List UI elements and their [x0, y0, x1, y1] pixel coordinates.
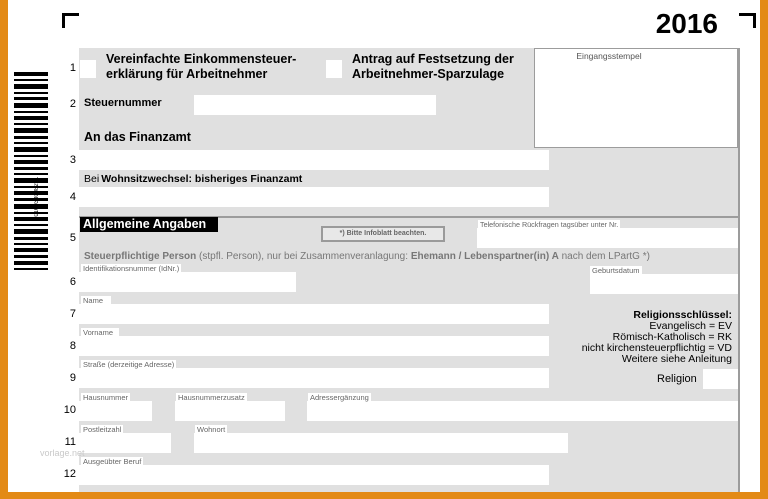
row-number-10: 10 [63, 404, 76, 416]
name-field[interactable] [79, 304, 549, 324]
occupation-label: Ausgeübter Beruf [83, 457, 142, 466]
street-field[interactable] [79, 368, 549, 388]
row-number-7: 7 [69, 308, 76, 320]
row-number-2: 2 [69, 98, 76, 110]
row-number-8: 8 [69, 340, 76, 352]
address-addition-field[interactable] [307, 401, 738, 421]
taxpayer-suffix: nach dem LPartG *) [561, 251, 650, 262]
birth-date-field[interactable] [590, 274, 738, 294]
city-label: Wohnort [197, 425, 226, 434]
previous-office-prefix: Bei [84, 173, 100, 185]
tax-number-field[interactable] [194, 95, 436, 115]
receipt-stamp-box [534, 48, 738, 148]
phone-field[interactable] [477, 228, 738, 248]
row-number-6: 6 [69, 276, 76, 288]
row-number-1: 1 [69, 62, 76, 74]
row-number-9: 9 [69, 372, 76, 384]
id-number-label: Identifikationsnummer (IdNr.) [83, 264, 180, 273]
row-number-12: 12 [63, 468, 76, 480]
watermark: vorlage.net [40, 448, 85, 458]
birth-date-label: Geburtsdatum [592, 266, 640, 275]
row-number-3: 3 [69, 154, 76, 166]
address-addition-label: Adressergänzung [310, 393, 369, 402]
info-sheet-note: *) Bitte Infoblatt beachten. [321, 226, 445, 242]
taxpayer-spouse: Ehemann / Lebenspartner(in) A [410, 251, 559, 262]
general-section-title: Allgemeine Angaben [80, 217, 218, 232]
phone-label: Telefonische Rückfragen tagsüber unter Nr. [480, 220, 619, 229]
taxpayer-line [84, 251, 650, 262]
savings-allowance-checkbox[interactable] [326, 60, 342, 78]
city-field[interactable] [194, 433, 568, 453]
tax-office-heading: An das Finanzamt [84, 130, 191, 144]
religion-field[interactable] [703, 369, 738, 389]
receipt-stamp-label: Eingangsstempel [576, 51, 642, 61]
occupation-field[interactable] [79, 465, 549, 485]
tax-office-field[interactable] [79, 150, 549, 170]
header-lower-right [534, 148, 738, 216]
previous-office-bold: Wohnsitzwechsel: bisheriges Finanzamt [101, 173, 303, 185]
taxpayer-normal: (stpfl. Person), nur bei Zusammenveranlagung: [199, 251, 409, 262]
name-label: Name [81, 296, 111, 305]
income-tax-checkbox[interactable] [80, 60, 96, 78]
house-number-label: Hausnummer [83, 393, 129, 402]
house-number-suffix-label: Hausnummerzusatz [178, 393, 245, 402]
corner-mark-top-left [62, 13, 79, 28]
first-name-field[interactable] [79, 336, 549, 356]
corner-mark-top-right [739, 13, 756, 28]
barcode-number: 2016033008201 [34, 176, 40, 220]
income-tax-label: Vereinfachte Einkommensteuer- erklärung für Arbeitnehmer [106, 52, 297, 81]
tax-form-page [8, 0, 760, 492]
religion-label: Religion [657, 373, 697, 385]
form-right-border [738, 48, 740, 492]
taxpayer-bold: Steuerpflichtige Person [84, 251, 197, 262]
house-number-suffix-field[interactable] [175, 401, 285, 421]
id-number-field[interactable] [79, 272, 296, 292]
row-number-4: 4 [69, 191, 76, 203]
first-name-label: Vorname [81, 328, 119, 337]
religion-key-rk: Römisch-Katholisch = RK [612, 331, 732, 343]
previous-tax-office-field[interactable] [79, 187, 549, 207]
previous-office-label [84, 173, 302, 185]
postal-code-label: Postleitzahl [83, 425, 122, 434]
street-label: Straße (derzeitige Adresse) [83, 360, 175, 369]
tax-number-label: Steuernummer [84, 97, 162, 109]
religion-key-ev: Evangelisch = EV [649, 320, 732, 332]
religion-key-vd: nicht kirchensteuerpflichtig = VD [581, 342, 732, 354]
savings-allowance-label: Antrag auf Festsetzung der Arbeitnehmer-Sparzulage [352, 52, 514, 81]
religion-key-more: Weitere siehe Anleitung [621, 353, 732, 365]
form-year: 2016 [655, 8, 718, 39]
row-number-5: 5 [69, 232, 76, 244]
religion-key-title: Religionsschlüssel: [633, 309, 732, 321]
postal-code-field[interactable] [79, 433, 171, 453]
row-number-11: 11 [64, 436, 76, 448]
house-number-field[interactable] [79, 401, 152, 421]
